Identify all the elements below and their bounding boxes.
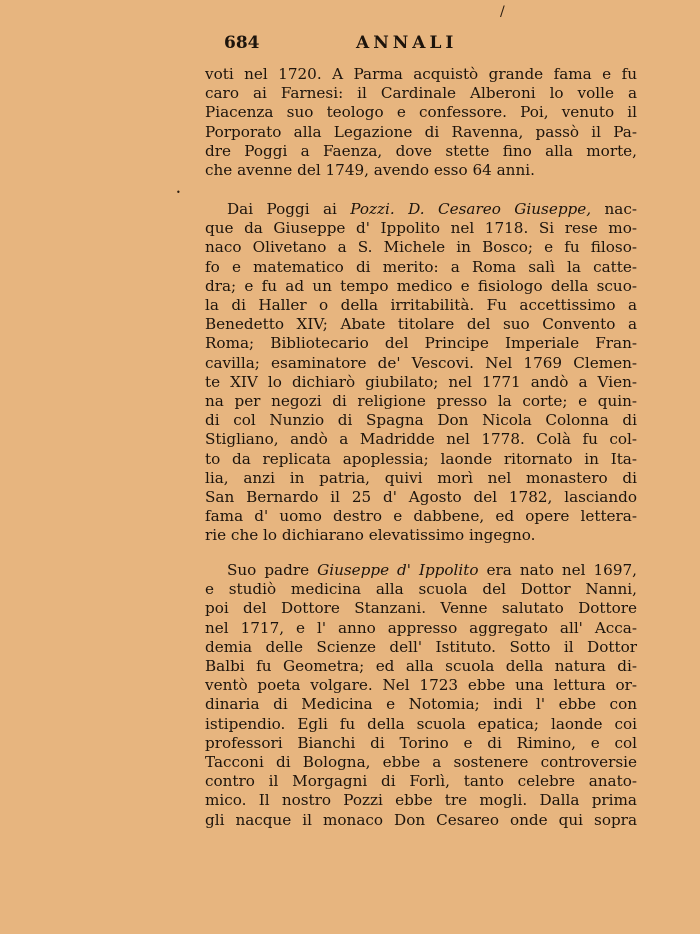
text-line: Tacconi di Bologna, ebbe a sostenere controversie	[205, 753, 637, 772]
text-line: caro ai Farnesi: il Cardinale Alberoni lo volle a	[205, 84, 637, 103]
running-title: ANNALI	[356, 33, 458, 53]
margin-dot: •	[176, 188, 181, 197]
text-line: fo e matematico di merito: a Roma salì la catte-	[205, 257, 637, 276]
paragraph-3	[205, 561, 637, 830]
text-line: Roma; Bibliotecario del Principe Imperiale Fran-	[205, 334, 637, 353]
text-line: e studiò medicina alla scuola del Dottor Nanni,	[205, 580, 637, 599]
text-line: dra; e fu ad un tempo medico e fisiologo della scuo-	[205, 276, 637, 295]
text-line: nel 1717, e l' anno appresso aggregato all' Acca-	[205, 618, 637, 637]
text-line: voti nel 1720. A Parma acquistò grande fama e fu	[205, 65, 637, 83]
lead-rest: nac-	[604, 200, 637, 218]
text-line: mico. Il nostro Pozzi ebbe tre mogli. Dalla prima	[205, 791, 637, 810]
lead-text: Suo padre	[227, 561, 310, 579]
text-line: na per negozi di religione presso la corte; e quin-	[205, 392, 637, 411]
text-line: Piacenza suo teologo e confessore. Poi, venuto il	[205, 103, 637, 122]
paragraph-2	[205, 200, 637, 546]
text-line: che avenne del 1749, avendo esso 64 anni.	[205, 161, 535, 180]
text-line: Stigliano, andò a Madridde nel 1778. Colà fu col-	[205, 430, 637, 449]
text-line: contro il Morgagni di Forlì, tanto celebre anato-	[205, 772, 637, 791]
paragraph-lead-line	[205, 200, 637, 219]
text-line: ventò poeta volgare. Nel 1723 ebbe una lettura or-	[205, 676, 637, 695]
text-line: di col Nunzio di Spagna Don Nicola Colonna di	[205, 411, 637, 430]
ink-mark: /	[500, 4, 505, 20]
text-line: Balbi fu Geometra; ed alla scuola della natura di-	[205, 657, 637, 676]
text-line: fama d' uomo destro e dabbene, ed opere lettera-	[205, 507, 637, 526]
text-line: gli nacque il monaco Don Cesareo onde qui sopra	[205, 810, 637, 829]
page-header	[224, 33, 464, 57]
entry-name: Pozzi. D. Cesareo Giuseppe,	[350, 200, 592, 218]
text-line: la di Haller o della irritabilità. Fu accettissimo a	[205, 296, 637, 315]
text-line: lia, anzi in patria, quivi morì nel monastero di	[205, 468, 637, 487]
lead-text: Dai Poggi ai	[227, 200, 337, 218]
text-line: Benedetto XIV; Abate titolare del suo Convento a	[205, 315, 637, 334]
text-line: San Bernardo il 25 d' Agosto del 1782, lasciando	[205, 488, 637, 507]
paragraph-1	[205, 65, 637, 180]
text-line: istipendio. Egli fu della scuola epatica; laonde coi	[205, 714, 637, 733]
text-line: to da replicata apoplessia; laonde ritornato in Ita-	[205, 449, 637, 468]
text-line: cavilla; esaminatore de' Vescovi. Nel 1769 Clemen-	[205, 353, 637, 372]
paragraph-lead-line	[205, 561, 637, 580]
text-line: Porporato alla Legazione di Ravenna, passò il Pa-	[205, 122, 637, 141]
text-line: naco Olivetano a S. Michele in Bosco; e fu filoso-	[205, 238, 637, 257]
text-line: dre Poggi a Faenza, dove stette fino alla morte,	[205, 141, 637, 160]
text-line: rie che lo dichiarano elevatissimo ingegno.	[205, 526, 536, 545]
text-line: te XIV lo dichiarò giubilato; nel 1771 andò a Vien-	[205, 372, 637, 391]
text-line: professori Bianchi di Torino e di Rimino, e col	[205, 733, 637, 752]
page-number: 684	[224, 33, 260, 53]
text-line: demia delle Scienze dell' Istituto. Sotto il Dottor	[205, 637, 637, 656]
text-line: dinaria di Medicina e Notomia; indi l' ebbe con	[205, 695, 637, 714]
lead-rest: era nato nel 1697,	[486, 561, 637, 579]
text-line: poi del Dottore Stanzani. Venne salutato Dottore	[205, 599, 637, 618]
text-line: que da Giuseppe d' Ippolito nel 1718. Si rese mo-	[205, 219, 637, 238]
entry-name: Giuseppe d' Ippolito	[317, 561, 479, 579]
